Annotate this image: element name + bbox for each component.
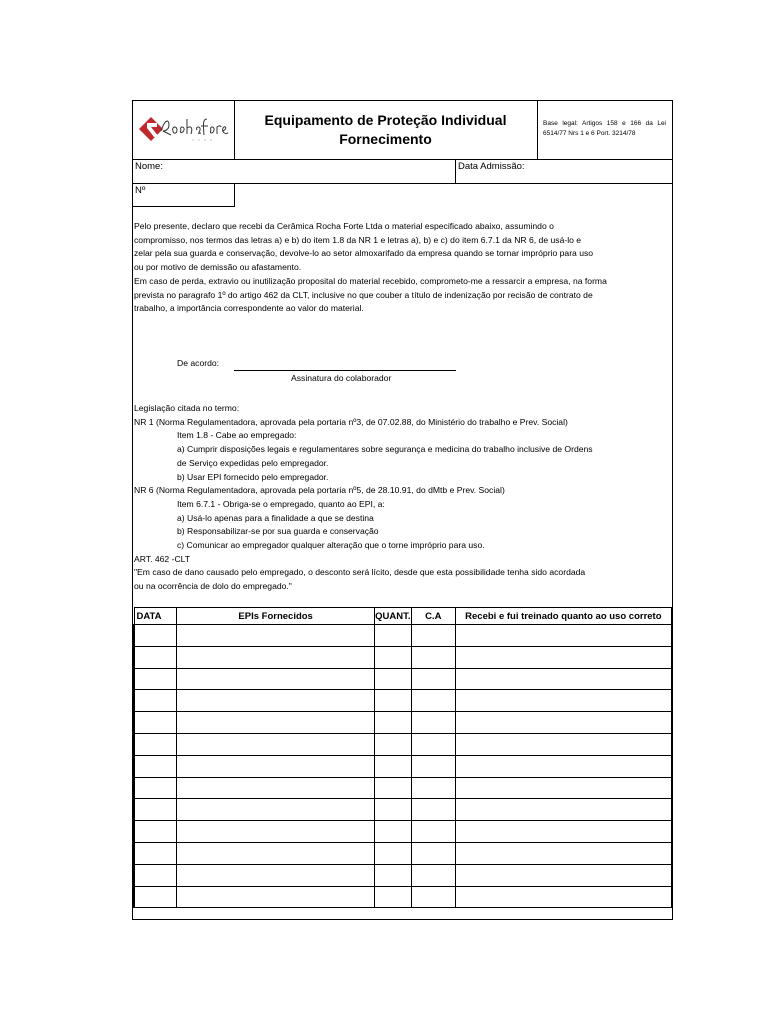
table-cell[interactable]	[134, 690, 177, 712]
column-header: EPIs Fornecidos	[177, 608, 374, 625]
legislation-line: Legislação citada no termo:	[134, 403, 240, 413]
table-cell[interactable]	[411, 733, 455, 755]
column-header: QUANT.	[374, 608, 411, 625]
column-header: C.A	[411, 608, 455, 625]
table-cell[interactable]	[374, 712, 411, 734]
table-cell[interactable]	[411, 821, 455, 843]
table-cell[interactable]	[411, 646, 455, 668]
signature-label: De acordo:	[177, 358, 220, 368]
table-row	[134, 668, 672, 690]
table-row	[134, 777, 672, 799]
table-row	[134, 799, 672, 821]
table-cell[interactable]	[177, 733, 374, 755]
legal-basis: Base legal: Artigos 158 e 166 da Lei 6514/77 Nrs 1 e 6 Port. 3214/78	[543, 120, 666, 137]
numero-label: Nº	[135, 185, 146, 196]
table-cell[interactable]	[177, 755, 374, 777]
table-cell[interactable]	[134, 886, 177, 908]
declaration-line: trabalho, a importância correspondente ao valor do material.	[134, 303, 364, 314]
form-title	[234, 101, 538, 159]
table-cell[interactable]	[411, 668, 455, 690]
numero-field	[133, 183, 235, 207]
legislation-line: b) Usar EPI fornecido pelo empregador.	[177, 471, 329, 482]
legislation-line: "Em caso de dano causado pelo empregado, o desconto será lícito, desde que esta possibilidade tenha sido acordada	[134, 567, 586, 578]
table-cell[interactable]	[455, 690, 671, 712]
legislation-line: a) Cumprir disposições legais e regulamentares sobre segurança e medicina do trabalho inclusive de Ordens	[177, 444, 593, 455]
legislation-line: de Serviço expedidas pelo empregador.	[177, 457, 329, 468]
table-cell[interactable]	[455, 646, 671, 668]
table-cell[interactable]	[134, 646, 177, 668]
divider	[455, 159, 456, 183]
table-cell[interactable]	[411, 864, 455, 886]
form-header	[133, 101, 672, 160]
table-cell[interactable]	[177, 625, 374, 647]
table-cell[interactable]	[374, 690, 411, 712]
table-cell[interactable]	[455, 733, 671, 755]
table-cell[interactable]	[374, 842, 411, 864]
table-cell[interactable]	[411, 712, 455, 734]
table-cell[interactable]	[411, 755, 455, 777]
declaration-line: compromisso, nos termos das letras a) e b) do item 1.8 da NR 1 e letras a), b) e c) do item 6.7.1 da NR 6, de usá-lo e	[134, 234, 582, 245]
table-cell[interactable]	[411, 799, 455, 821]
table-cell[interactable]	[177, 886, 374, 908]
table-row	[134, 690, 672, 712]
table-cell[interactable]	[455, 864, 671, 886]
table-cell[interactable]	[374, 668, 411, 690]
epi-form	[132, 100, 673, 920]
title-line-2: Fornecimento	[339, 131, 432, 147]
table-cell[interactable]	[134, 864, 177, 886]
nome-label: Nome:	[135, 161, 163, 172]
table-cell[interactable]	[177, 842, 374, 864]
legislation-line: c) Comunicar ao empregador qualquer alteração que o torne impróprio para uso.	[177, 540, 485, 550]
table-cell[interactable]	[177, 777, 374, 799]
legislation-line: Item 6.7.1 - Obriga-se o empregado, quanto ao EPI, a:	[177, 498, 385, 509]
epi-table	[133, 607, 672, 908]
table-cell[interactable]	[411, 625, 455, 647]
table-cell[interactable]	[177, 646, 374, 668]
table-cell[interactable]	[374, 625, 411, 647]
table-cell[interactable]	[374, 733, 411, 755]
table-cell[interactable]	[134, 755, 177, 777]
table-row	[134, 864, 672, 886]
table-cell[interactable]	[177, 690, 374, 712]
table-cell[interactable]	[177, 821, 374, 843]
legislation-line: a) Usá-lo apenas para a finalidade a que se destina	[177, 512, 374, 523]
table-cell[interactable]	[374, 646, 411, 668]
table-cell[interactable]	[455, 777, 671, 799]
table-cell[interactable]	[134, 799, 177, 821]
table-row	[134, 712, 672, 734]
name-row	[133, 159, 672, 184]
table-cell[interactable]	[455, 886, 671, 908]
legislation-line: NR 6 (Norma Regulamentadora, aprovada pela portaria nº5, de 28.10.91, do dMtb e Prev. Social)	[134, 485, 505, 496]
declaration-line: Em caso de perda, extravio ou inutilização proposital do material recebido, comprometo-me a ressarcir a empresa, na forma	[134, 275, 607, 286]
table-cell[interactable]	[134, 821, 177, 843]
legislation-line: Item 1.8 - Cabe ao empregado:	[177, 430, 297, 441]
rochaforte-logo	[133, 101, 233, 159]
declaration-line: Pelo presente, declaro que recebi da Cerâmica Rocha Forte Ltda o material especificado abaixo, assumindo o	[134, 221, 554, 231]
table-cell[interactable]	[455, 625, 671, 647]
legislation-line: ART. 462 -CLT	[134, 553, 191, 564]
table-row	[134, 755, 672, 777]
table-cell[interactable]	[134, 668, 177, 690]
declaration-line: ou por motivo de demissão ou afastamento.	[134, 262, 302, 273]
declaration-line: zelar pela sua guarda e conservação, devolve-lo ao setor almoxarifado da empresa quando se tornar impróprio para uso	[134, 248, 594, 259]
table-cell[interactable]	[411, 842, 455, 864]
table-cell[interactable]	[455, 799, 671, 821]
legislation-line: ou na ocorrência de dolo do empregado."	[134, 581, 292, 592]
table-cell[interactable]	[177, 799, 374, 821]
table-cell[interactable]	[374, 777, 411, 799]
table-cell[interactable]	[374, 886, 411, 908]
signature-caption: Assinatura do colaborador	[291, 373, 392, 383]
table-row	[134, 886, 672, 908]
data-admissao-label: Data Admissão:	[458, 161, 525, 172]
table-cell[interactable]	[455, 668, 671, 690]
legislation-line: b) Responsabilizar-se por sua guarda e conservação	[177, 526, 379, 537]
declaration-line: prevista no paragrafo 1º do artigo 462 da CLT, inclusive no que couber a título de indenização por recisão de contrato de	[134, 289, 593, 300]
table-cell[interactable]	[177, 668, 374, 690]
table-cell[interactable]	[134, 712, 177, 734]
table-cell[interactable]	[177, 864, 374, 886]
table-cell[interactable]	[455, 842, 671, 864]
table-cell[interactable]	[455, 712, 671, 734]
table-row	[134, 842, 672, 864]
table-cell[interactable]	[411, 690, 455, 712]
column-header: Recebi e fui treinado quanto ao uso correto	[455, 608, 671, 625]
logo-cell	[133, 101, 235, 159]
table-cell[interactable]	[411, 777, 455, 799]
table-cell[interactable]	[177, 712, 374, 734]
column-header: DATA	[134, 608, 177, 625]
table-cell[interactable]	[455, 821, 671, 843]
table-cell[interactable]	[374, 821, 411, 843]
table-cell[interactable]	[134, 733, 177, 755]
table-row	[134, 733, 672, 755]
legislation-line: NR 1 (Norma Regulamentadora, aprovada pela portaria nº3, de 07.02.88, do Ministério do trabalho e Prev. Social)	[134, 416, 568, 427]
table-row	[134, 821, 672, 843]
table-row	[134, 646, 672, 668]
table-cell[interactable]	[374, 864, 411, 886]
title-line-1: Equipamento de Proteção Individual	[264, 112, 507, 128]
table-cell[interactable]	[374, 755, 411, 777]
table-cell[interactable]	[455, 755, 671, 777]
table-cell[interactable]	[411, 886, 455, 908]
signature-line	[234, 370, 456, 371]
table-cell[interactable]	[134, 625, 177, 647]
table-cell[interactable]	[134, 777, 177, 799]
table-row	[134, 625, 672, 647]
table-header-row	[134, 608, 672, 625]
table-cell[interactable]	[374, 799, 411, 821]
table-cell[interactable]	[134, 842, 177, 864]
